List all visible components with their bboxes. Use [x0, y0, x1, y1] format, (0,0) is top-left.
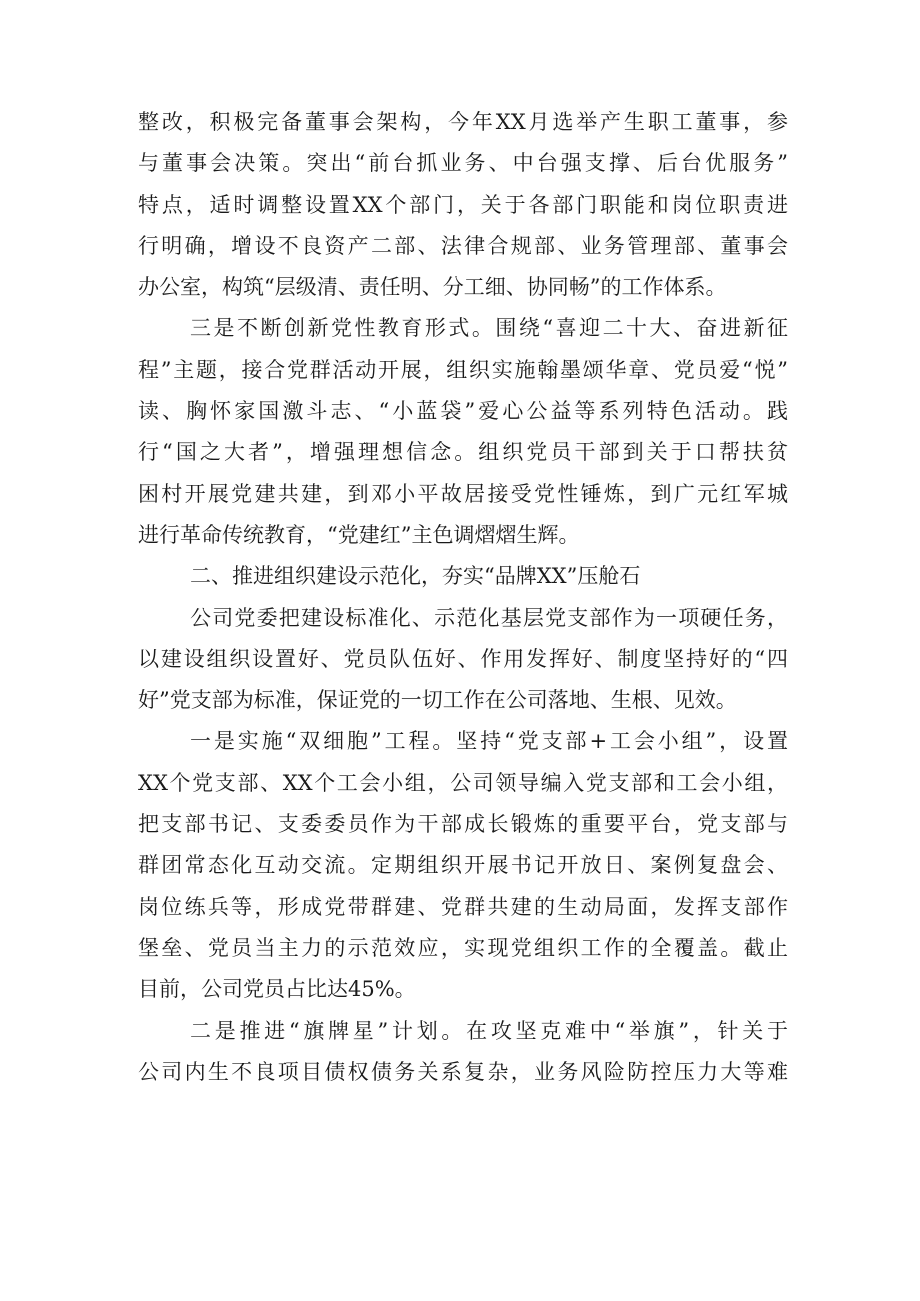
text-line: 程”主题，接合党群活动开展，组织实施翰墨颂华章、党员爱“悦”	[138, 357, 788, 382]
text-line: 整改，积极完备董事会架构，今年XX月选举产生职工董事，参	[138, 110, 788, 134]
text-line: XX个党支部、XX个工会小组，公司领导编入党支部和工会小组，	[138, 770, 788, 795]
text-line: 以建设组织设置好、党员队伍好、作用发挥好、制度坚持好的“四	[138, 646, 788, 671]
text-line: 进行革命传统教育，“党建红”主色调熠熠生辉。	[138, 522, 580, 547]
paragraph-start: 一是实施“双细胞”工程。坚持“党支部+工会小组”，设置	[190, 729, 788, 754]
text-line: 把支部书记、支委委员作为干部成长锻炼的重要平台，党支部与	[138, 812, 788, 837]
paragraph-start: 公司党委把建设标准化、示范化基层党支部作为一项硬任务，	[190, 605, 788, 630]
document-body	[138, 102, 788, 1093]
text-line: 困村开展党建共建，到邓小平故居接受党性锤炼，到广元红军城	[138, 481, 788, 506]
paragraph-start: 二是推进“旗牌星”计划。在攻坚克难中“举旗”，针关于	[190, 1018, 788, 1043]
text-line: 公司内生不良项目债权债务关系复杂，业务风险防控压力大等难	[138, 1059, 788, 1084]
text-line: 行“国之大者”，增强理想信念。组织党员干部到关于口帮扶贫	[138, 440, 788, 465]
text-line: 读、胸怀家国激斗志、“小蓝袋”爱心公益等系列特色活动。践	[138, 399, 788, 424]
text-line: 岗位练兵等，形成党带群建、党群共建的生动局面，发挥支部作	[138, 894, 788, 919]
text-line: 群团常态化互动交流。定期组织开展书记开放日、案例复盘会、	[138, 853, 788, 878]
text-line: 好”党支部为标准，保证党的一切工作在公司落地、生根、见效。	[138, 688, 737, 713]
section-heading: 二、推进组织建设示范化，夯实“品牌XX”压舱石	[190, 564, 641, 589]
paragraph-start: 三是不断创新党性教育形式。围绕“喜迎二十大、奋进新征	[190, 316, 788, 341]
text-line: 目前，公司党员占比达45%。	[138, 977, 416, 1002]
text-line: 堡垒、党员当主力的示范效应，实现党组织工作的全覆盖。截止	[138, 935, 788, 960]
text-line: 与董事会决策。突出“前台抓业务、中台强支撑、后台优服务”	[138, 151, 788, 176]
text-line: 行明确，增设不良资产二部、法律合规部、业务管理部、董事会	[138, 233, 788, 258]
text-line: 办公室，构筑“层级清、责任明、分工细、协同畅”的工作体系。	[138, 275, 727, 300]
text-line: 特点，适时调整设置XX个部门，关于各部门职能和岗位职责进	[138, 192, 788, 217]
